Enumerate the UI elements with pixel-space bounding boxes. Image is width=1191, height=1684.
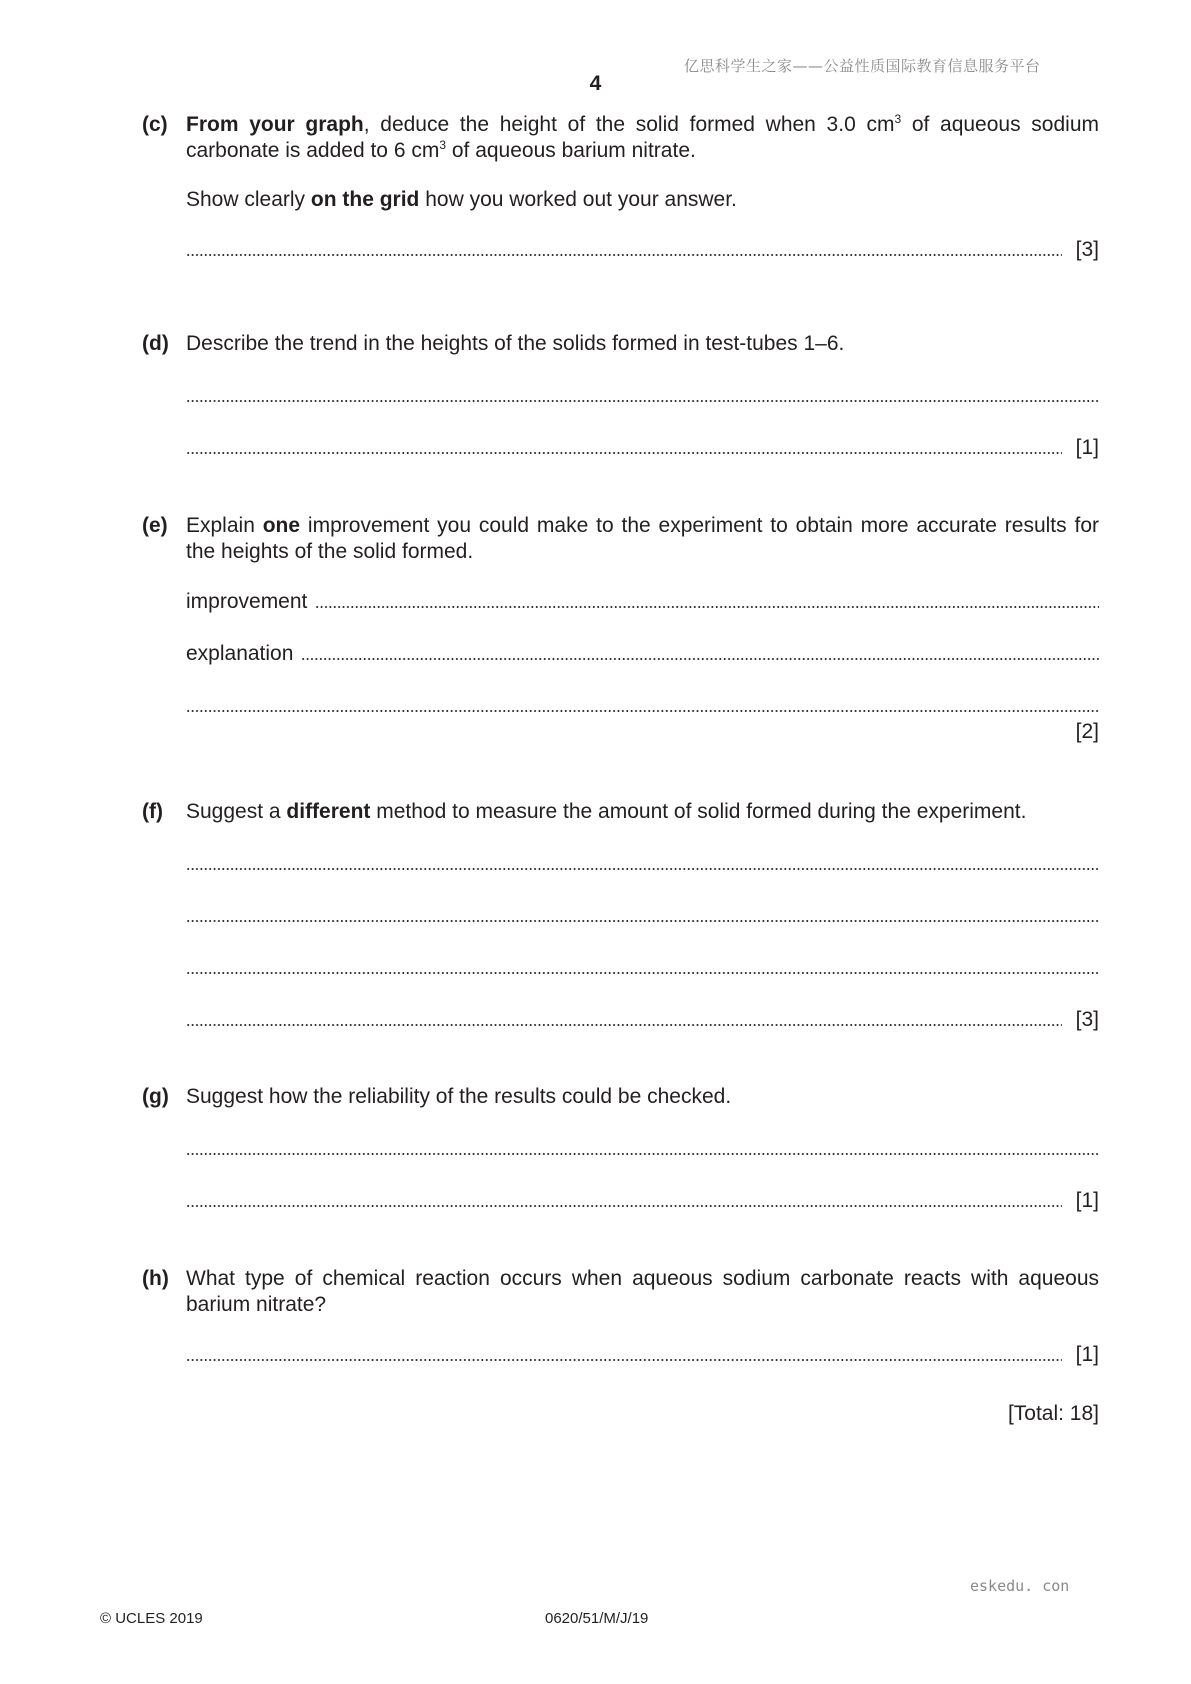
question-g	[142, 1084, 1099, 1214]
question-label: (e)	[142, 514, 168, 537]
question-text: Describe the trend in the heights of the solids formed in test-tubes 1–6.	[186, 332, 845, 355]
question-text: What type of chemical reaction occurs when aqueous sodium carbonate reacts with aqueous barium nitrate?	[186, 1267, 1099, 1316]
mark-allocation: [3]	[1075, 238, 1099, 261]
answer-line[interactable]	[186, 1188, 1099, 1214]
mark-allocation: [3]	[1075, 1008, 1099, 1031]
page-number: 4	[589, 72, 602, 95]
mark-allocation: [1]	[1075, 1189, 1099, 1212]
answer-line[interactable]	[186, 1342, 1099, 1368]
answer-line[interactable]	[186, 903, 1099, 929]
question-label: (d)	[142, 332, 169, 355]
question-text: From your graph, deduce the height of the solid formed when 3.0 $cm^3$ of aqueous sodium carbonate is added to 6 $cm^3$ of aqueous barium nitrate.	[186, 112, 1099, 162]
question-f	[142, 799, 1099, 1033]
answer-line[interactable]	[186, 383, 1099, 409]
footer-watermark: eskedu. con	[970, 1577, 1070, 1595]
mark-allocation: [1]	[1075, 436, 1099, 459]
instruction-text: Show clearly on the grid how you worked out your answer.	[186, 188, 737, 211]
question-label: (h)	[142, 1267, 169, 1290]
header-watermark: 亿思科学生之家——公益性质国际教育信息服务平台	[684, 57, 1041, 75]
question-d	[142, 331, 1099, 461]
answer-line[interactable]	[186, 435, 1099, 461]
question-text: Suggest a different method to measure the amount of solid formed during the experiment.	[186, 800, 1027, 823]
answer-line[interactable]	[186, 237, 1099, 263]
question-e	[142, 513, 1099, 745]
question-label: (c)	[142, 113, 168, 136]
answer-line[interactable]	[186, 851, 1099, 877]
mark-allocation: [1]	[1075, 1343, 1099, 1366]
mark-allocation: [2]	[1075, 720, 1099, 743]
question-h	[142, 1266, 1099, 1368]
improvement-label: improvement	[186, 590, 308, 613]
answer-line[interactable]	[186, 955, 1099, 981]
answer-line[interactable]	[186, 1007, 1099, 1033]
paper-code: 0620/51/M/J/19	[545, 1610, 649, 1627]
explanation-label: explanation	[186, 642, 294, 665]
answer-line[interactable]	[186, 1136, 1099, 1162]
improvement-line[interactable]	[186, 589, 1099, 615]
question-label: (g)	[142, 1085, 169, 1108]
explanation-line[interactable]	[186, 641, 1099, 667]
total-marks: [Total: 18]	[1007, 1402, 1099, 1425]
copyright: © UCLES 2019	[100, 1610, 203, 1627]
bold-lead: From your graph	[186, 113, 364, 136]
answer-line[interactable]	[186, 693, 1099, 719]
question-c	[142, 112, 1099, 263]
question-text: Suggest how the reliability of the results could be checked.	[186, 1085, 732, 1108]
question-label: (f)	[142, 800, 163, 823]
question-text: Explain one improvement you could make to the experiment to obtain more accurate results for the heights of the solid formed.	[186, 514, 1099, 563]
